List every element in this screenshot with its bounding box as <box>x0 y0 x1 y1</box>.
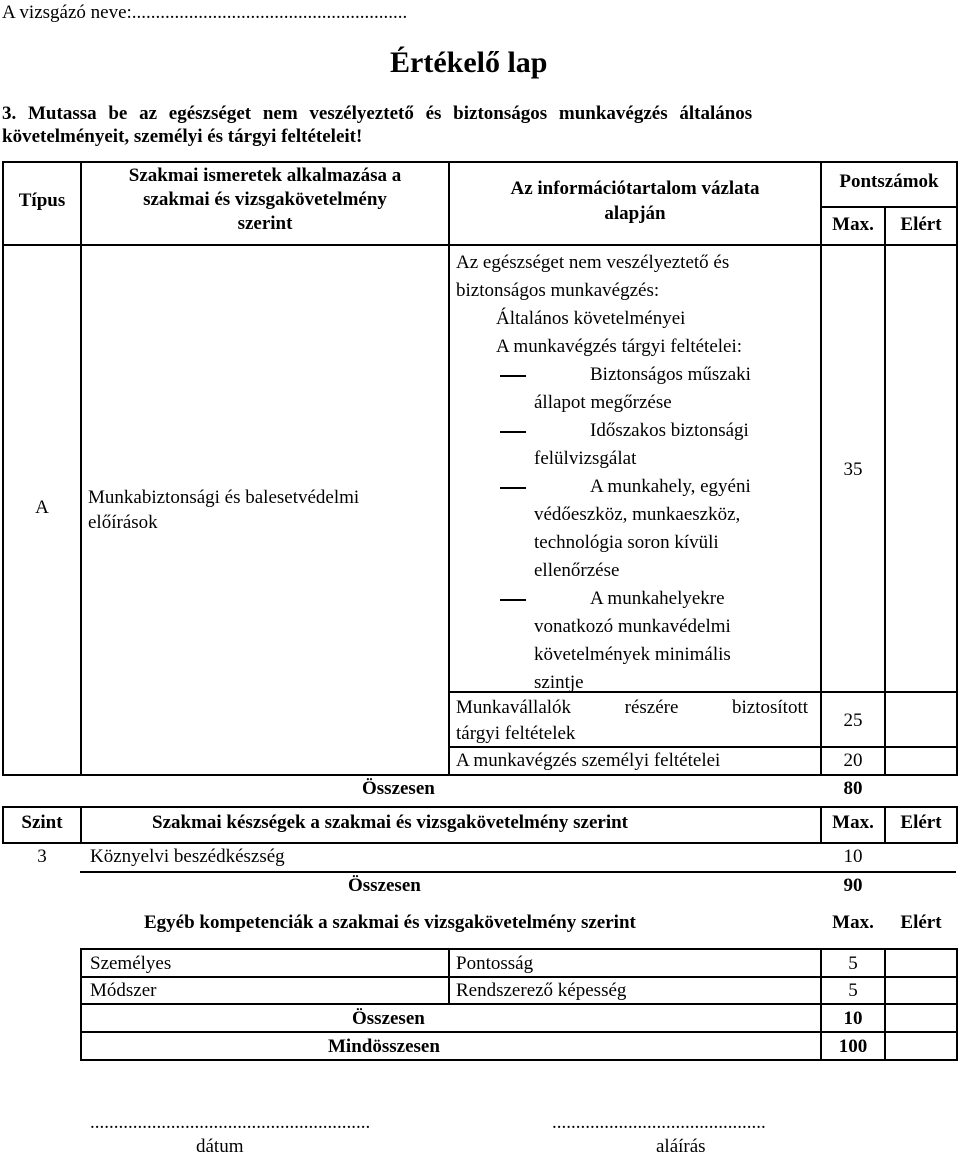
content-word: Munkavállalók <box>456 697 572 718</box>
grand-total-label: Mindösszesen <box>328 1036 440 1057</box>
total-label: Összesen <box>352 1008 425 1029</box>
content-line-justified <box>456 697 808 719</box>
competence-category: Módszer <box>90 980 157 1001</box>
col-header-achieved: Elért <box>900 214 942 235</box>
content-line: technológia soron kívüli <box>534 532 719 553</box>
max-value: 20 <box>843 750 863 771</box>
header-text: Az információtartalom vázlata <box>510 178 760 199</box>
content-word: részére <box>624 697 679 718</box>
content-line: Általános követelményei <box>496 308 686 329</box>
col-header-achieved: Elért <box>900 812 942 833</box>
content-line: Időszakos biztonsági <box>590 420 749 441</box>
col-header-max: Max. <box>832 214 874 235</box>
content-line: követelmények minimális <box>534 644 731 665</box>
competence-category: Személyes <box>90 953 172 974</box>
signature-dots: ............................................. <box>552 1112 766 1133</box>
dash-bullet <box>500 599 526 601</box>
header-text: szerint <box>237 213 293 234</box>
col-header-skills: Szakmai készségek a szakmai és vizsgakövetelmény szerint <box>152 812 628 833</box>
col-header-max: Max. <box>832 812 874 833</box>
competence-max: 5 <box>848 953 858 974</box>
col-header-achieved: Elért <box>900 912 942 933</box>
total-label: Összesen <box>362 778 435 799</box>
content-line: vonatkozó munkavédelmi <box>534 616 731 637</box>
content-line: biztonságos munkavégzés: <box>456 280 660 301</box>
content-line: ellenőrzése <box>534 560 620 581</box>
total-value: 10 <box>843 1008 863 1029</box>
competences-title: Egyéb kompetenciák a szakmai és vizsgakövetelmény szerint <box>144 912 636 933</box>
row-skill: Köznyelvi beszédkészség <box>90 846 285 867</box>
page-title: Értékelő lap <box>390 46 548 79</box>
row-type: A <box>35 497 49 518</box>
col-header-max: Max. <box>832 912 874 933</box>
col-header-knowledge <box>82 164 448 236</box>
content-line: Biztonságos műszaki <box>590 364 751 385</box>
col-header-level: Szint <box>21 812 63 833</box>
total-value: 90 <box>843 875 863 896</box>
task-text: 3. Mutassa be az egészséget nem veszélyeztető és biztonságos munkavégzés általános <box>2 103 753 124</box>
content-line: A munkavégzés személyi feltételei <box>456 750 721 771</box>
dash-bullet <box>500 487 526 489</box>
header-text: Szakmai ismeretek alkalmazása a <box>128 165 402 186</box>
content-line: állapot megőrzése <box>534 392 672 413</box>
date-label: dátum <box>196 1136 244 1157</box>
competence-max: 5 <box>848 980 858 1001</box>
max-value: 25 <box>843 710 863 731</box>
competence-name: Pontosság <box>456 953 534 974</box>
competence-name: Rendszerező képesség <box>456 980 627 1001</box>
col-header-type: Típus <box>18 190 66 211</box>
content-line: A munkahelyekre <box>590 588 725 609</box>
total-value: 80 <box>843 778 863 799</box>
col-header-outline <box>450 176 820 226</box>
examinee-name-line: A vizsgázó neve:.......................................................... <box>2 2 408 23</box>
content-line: tárgyi feltételek <box>456 723 576 744</box>
grand-total-value: 100 <box>838 1036 868 1057</box>
content-line: Az egészséget nem veszélyeztető és <box>456 252 730 273</box>
dash-bullet <box>500 375 526 377</box>
max-value: 35 <box>843 459 863 480</box>
task-line-2: követelményeit, személyi és tárgyi feltételeit! <box>2 126 363 147</box>
header-text: szakmai és vizsgakövetelmény <box>143 189 387 210</box>
signature-label: aláírás <box>656 1136 706 1157</box>
row-max: 10 <box>843 846 863 867</box>
content-line: szintje <box>534 672 584 693</box>
col-header-points: Pontszámok <box>839 171 939 192</box>
date-dots: ........................................................... <box>90 1112 371 1133</box>
content-line: A munkavégzés tárgyi feltételei: <box>496 336 743 357</box>
topic-text: előírások <box>88 512 158 533</box>
task-line-1 <box>2 103 946 125</box>
row-level: 3 <box>37 846 47 867</box>
row-topic <box>88 485 359 535</box>
content-line: felülvizsgálat <box>534 448 637 469</box>
content-word: biztosított <box>732 697 808 718</box>
topic-text: Munkabiztonsági és balesetvédelmi <box>88 487 360 508</box>
total-label: Összesen <box>348 875 421 896</box>
content-line: védőeszköz, munkaeszköz, <box>534 504 741 525</box>
dash-bullet <box>500 431 526 433</box>
content-line: A munkahely, egyéni <box>590 476 751 497</box>
header-text: alapján <box>604 203 666 224</box>
